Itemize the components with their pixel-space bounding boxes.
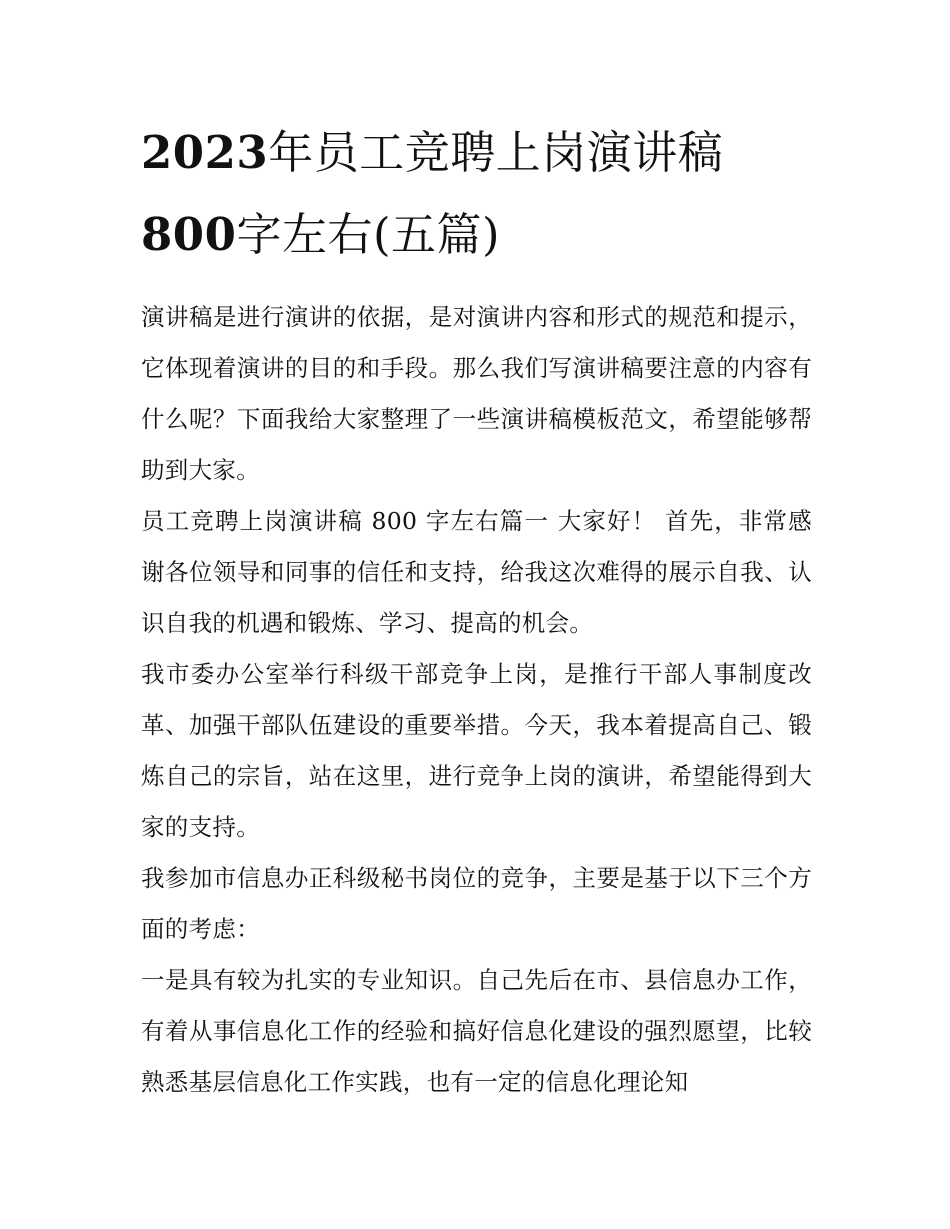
paragraph-background: 我市委办公室举行科级干部竞争上岗，是推行干部人事制度改革、加强干部队伍建设的重要举措。今天，我本着提高自己、锻炼自己的宗旨，站在这里，进行竞争上岗的演讲，希望能得到大家的支持。 — [141, 660, 812, 841]
paragraph-reason-one: 一是具有较为扎实的专业知识。自己先后在市、县信息办工作，有着从事信息化工作的经验和搞好信息化建设的强烈愿望，比较熟悉基层信息化工作实践，也有一定的信息化理论知 — [141, 966, 812, 1096]
title-word-count: 800 — [141, 208, 237, 261]
title-year: 2023 — [141, 126, 269, 179]
document-title — [141, 112, 812, 276]
paragraph-intro: 演讲稿是进行演讲的依据，是对演讲内容和形式的规范和提示，它体现着演讲的目的和手段。那么我们写演讲稿要注意的内容有什么呢？下面我给大家整理了一些演讲稿模板范文，希望能够帮助到大家。 — [141, 303, 812, 484]
title-text-line-1: 年员工竞聘上岗演讲稿 — [268, 126, 724, 179]
paragraph-reasons-intro: 我参加市信息办正科级秘书岗位的竞争，主要是基于以下三个方面的考虑： — [141, 864, 812, 943]
title-text-line-2: 字左右(五篇) — [236, 208, 501, 261]
paragraph-greeting: 员工竞聘上岗演讲稿 800 字左右篇一 大家好！ 首先，非常感谢各位领导和同事的信任和支持，给我这次难得的展示自我、认识自我的机遇和锻炼、学习、提高的机会。 — [141, 507, 812, 637]
